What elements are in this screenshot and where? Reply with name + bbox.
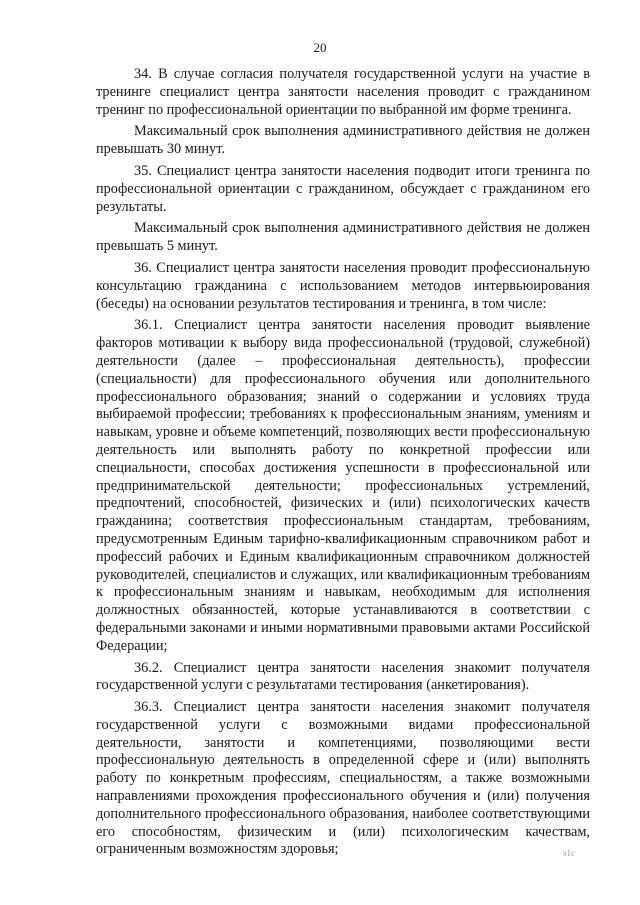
document-body bbox=[96, 66, 590, 863]
paragraph-36-3: 36.3. Специалист центра занятости населения знакомит получателя государственной услуги с возможными видами профессиональной деятельности, занятости и компетенциями, позволяющими вести профессиональную деятельность в определенной сфере и (или) выполнять работу по конкретным профессиям, специальностям, а также возможными направлениями прохождения профессионального обучения и (или) получения дополнительного профессионального образования, наиболее соответствующими его способностям, физическим и (или) психологическим качествам, ограниченным возможностям здоровья; bbox=[96, 699, 590, 858]
paragraph-35-deadline: Максимальный срок выполнения административного действия не должен превышать 5 минут. bbox=[96, 220, 590, 255]
paragraph-34: 34. В случае согласия получателя государственной услуги на участие в тренинге специалист центра занятости населения проводит с гражданином тренинг по профессиональной ориентации по выбранной им форме тренинга. bbox=[96, 66, 590, 118]
paragraph-36: 36. Специалист центра занятости населения проводит профессиональную консультацию гражданина с использованием методов интервьюирования (беседы) на основании результатов тестирования и тренинга, в том числе: bbox=[96, 259, 590, 312]
paragraph-36-2: 36.2. Специалист центра занятости населения знакомит получателя государственной услуги с результатами тестирования (анкетирования). bbox=[96, 659, 590, 694]
paragraph-35: 35. Специалист центра занятости населения подводит итоги тренинга по профессиональной ориентации с гражданином, обсуждает с гражданином его результаты. bbox=[96, 162, 590, 215]
paragraph-36-1: 36.1. Специалист центра занятости населения проводит выявление факторов мотивации к выбору вида профессиональной (трудовой, служебной) деятельности (далее – профессиональная деятельность), профессии (специальности) для профессионального обучения или дополнительного профессионального образования; знаний о содержании и условиях труда выбираемой профессии; требованиях к профессиональным знаниям, умениям и навыкам, уровне и объеме компетенций, позволяющих вести профессиональную деятельность или выполнять работу по конкретной профессии или специальности, способах достижения успешности в профессиональной или предпринимательской деятельности; профессиональных устремлений, предпочтений, способностей, физических и (или) психологических качеств гражданина; соответствия профессиональным стандартам, требованиям, предусмотренным Единым тарифно-квалификационным справочником работ и профессий рабочих и Единым квалификационным справочником должностей руководителей, специалистов и служащих, или квалификационным требованиям к профессиональным знаниям и навыкам, необходимым для исполнения должностных обязанностей, которые устанавливаются в соответствии с федеральными законами и иными нормативными правовыми актами Российской Федерации; bbox=[96, 317, 590, 654]
corner-mark: з1с bbox=[563, 848, 576, 858]
paragraph-34-deadline: Максимальный срок выполнения административного действия не должен превышать 30 минут. bbox=[96, 123, 590, 158]
page-number: 20 bbox=[313, 40, 327, 55]
